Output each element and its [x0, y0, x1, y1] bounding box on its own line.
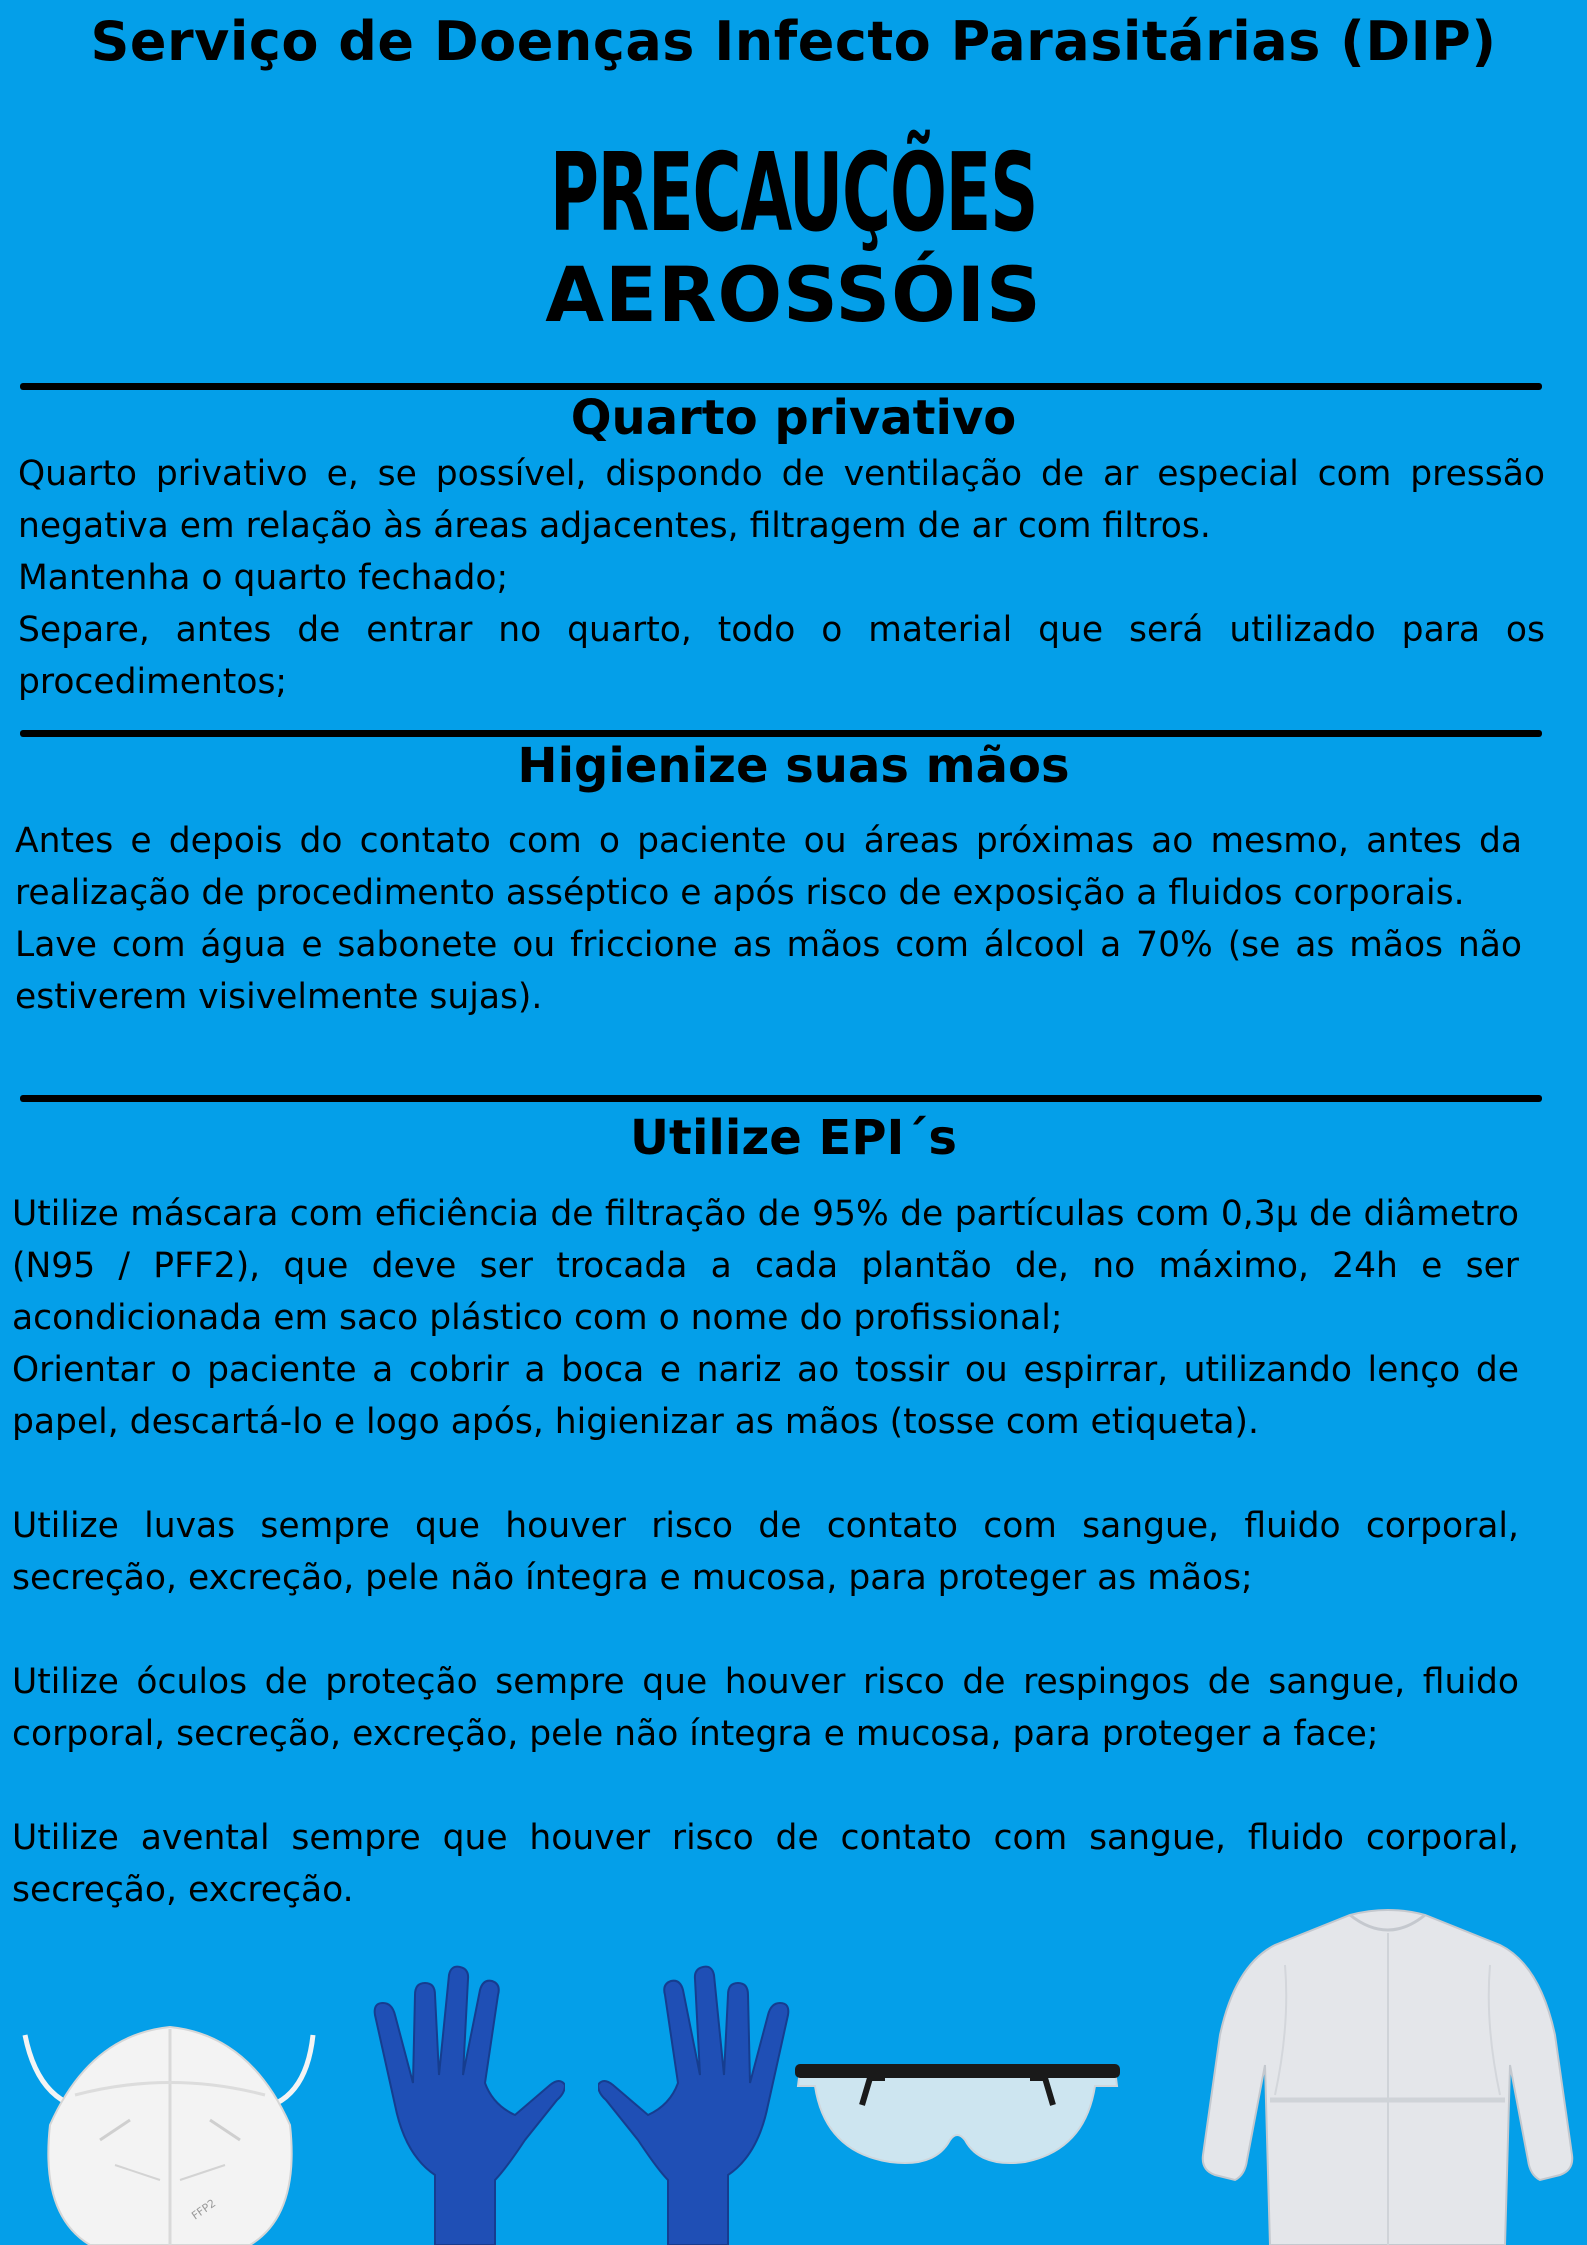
paragraph: Antes e depois do contato com o paciente ou áreas próximas ao mesmo, antes da realização de procedimento asséptico e após risco de exposição a fluidos corporais.: [15, 821, 1522, 913]
paragraph: Separe, antes de entrar no quarto, todo o material que será utilizado para os procedimentos;: [18, 610, 1545, 702]
section-body-utilize-epis: [12, 1188, 1519, 1916]
blank-line: [12, 1604, 1519, 1656]
n95-mask-image: [20, 2015, 320, 2245]
paragraph: Utilize máscara com eficiência de filtração de 95% de partículas com 0,3μ de diâmetro (N95 / PFF2), que deve ser trocada a cada plantão de, no máximo, 24h e ser acondicionada em saco plástico com o nome do profissional;: [12, 1194, 1519, 1338]
paragraph: Utilize óculos de proteção sempre que houver risco de respingos de sangue, fluido corporal, secreção, excreção, pele não íntegra e mucosa, para proteger a face;: [12, 1662, 1519, 1754]
blue-glove-left-image: [365, 1965, 565, 2245]
sub-title: AEROSSÓIS: [545, 250, 1042, 339]
section-title-higienize-maos: Higienize suas mãos: [517, 738, 1070, 794]
section-body-quarto-privativo: [18, 448, 1545, 708]
blue-glove-right-image: [598, 1965, 798, 2245]
section-body-higienize-maos: [15, 815, 1522, 1023]
paragraph: Orientar o paciente a cobrir a boca e nariz ao tossir ou espirrar, utilizando lenço de papel, descartá-lo e logo após, higienizar as mãos (tosse com etiqueta).: [12, 1350, 1519, 1442]
paragraph: Utilize luvas sempre que houver risco de contato com sangue, fluido corporal, secreção, excreção, pele não íntegra e mucosa, para proteger as mãos;: [12, 1506, 1519, 1598]
protective-gown-image: [1200, 1905, 1575, 2245]
section-title-quarto-privativo: Quarto privativo: [570, 390, 1017, 446]
svg-text:FFP2: FFP2: [189, 2196, 219, 2223]
service-title: Serviço de Doenças Infecto Parasitárias (DIP): [90, 10, 1497, 73]
paragraph: Mantenha o quarto fechado;: [18, 558, 509, 598]
section-divider: [20, 1095, 1542, 1102]
paragraph: Quarto privativo e, se possível, dispondo de ventilação de ar especial com pressão negativa em relação às áreas adjacentes, filtragem de ar com filtros.: [18, 454, 1545, 546]
section-title-utilize-epis: Utilize EPI´s: [630, 1110, 957, 1166]
section-divider: [20, 383, 1542, 390]
section-divider: [20, 730, 1542, 737]
paragraph: Lave com água e sabonete ou friccione as mãos com álcool a 70% (se as mãos não estiverem visivelmente sujas).: [15, 925, 1522, 1017]
blank-line: [12, 1448, 1519, 1500]
paragraph: Utilize avental sempre que houver risco de contato com sangue, fluido corporal, secreção, excreção.: [12, 1818, 1519, 1910]
safety-goggles-image: [795, 2050, 1120, 2180]
main-title: PRECAUÇÕES: [549, 131, 1038, 256]
blank-line: [12, 1760, 1519, 1812]
